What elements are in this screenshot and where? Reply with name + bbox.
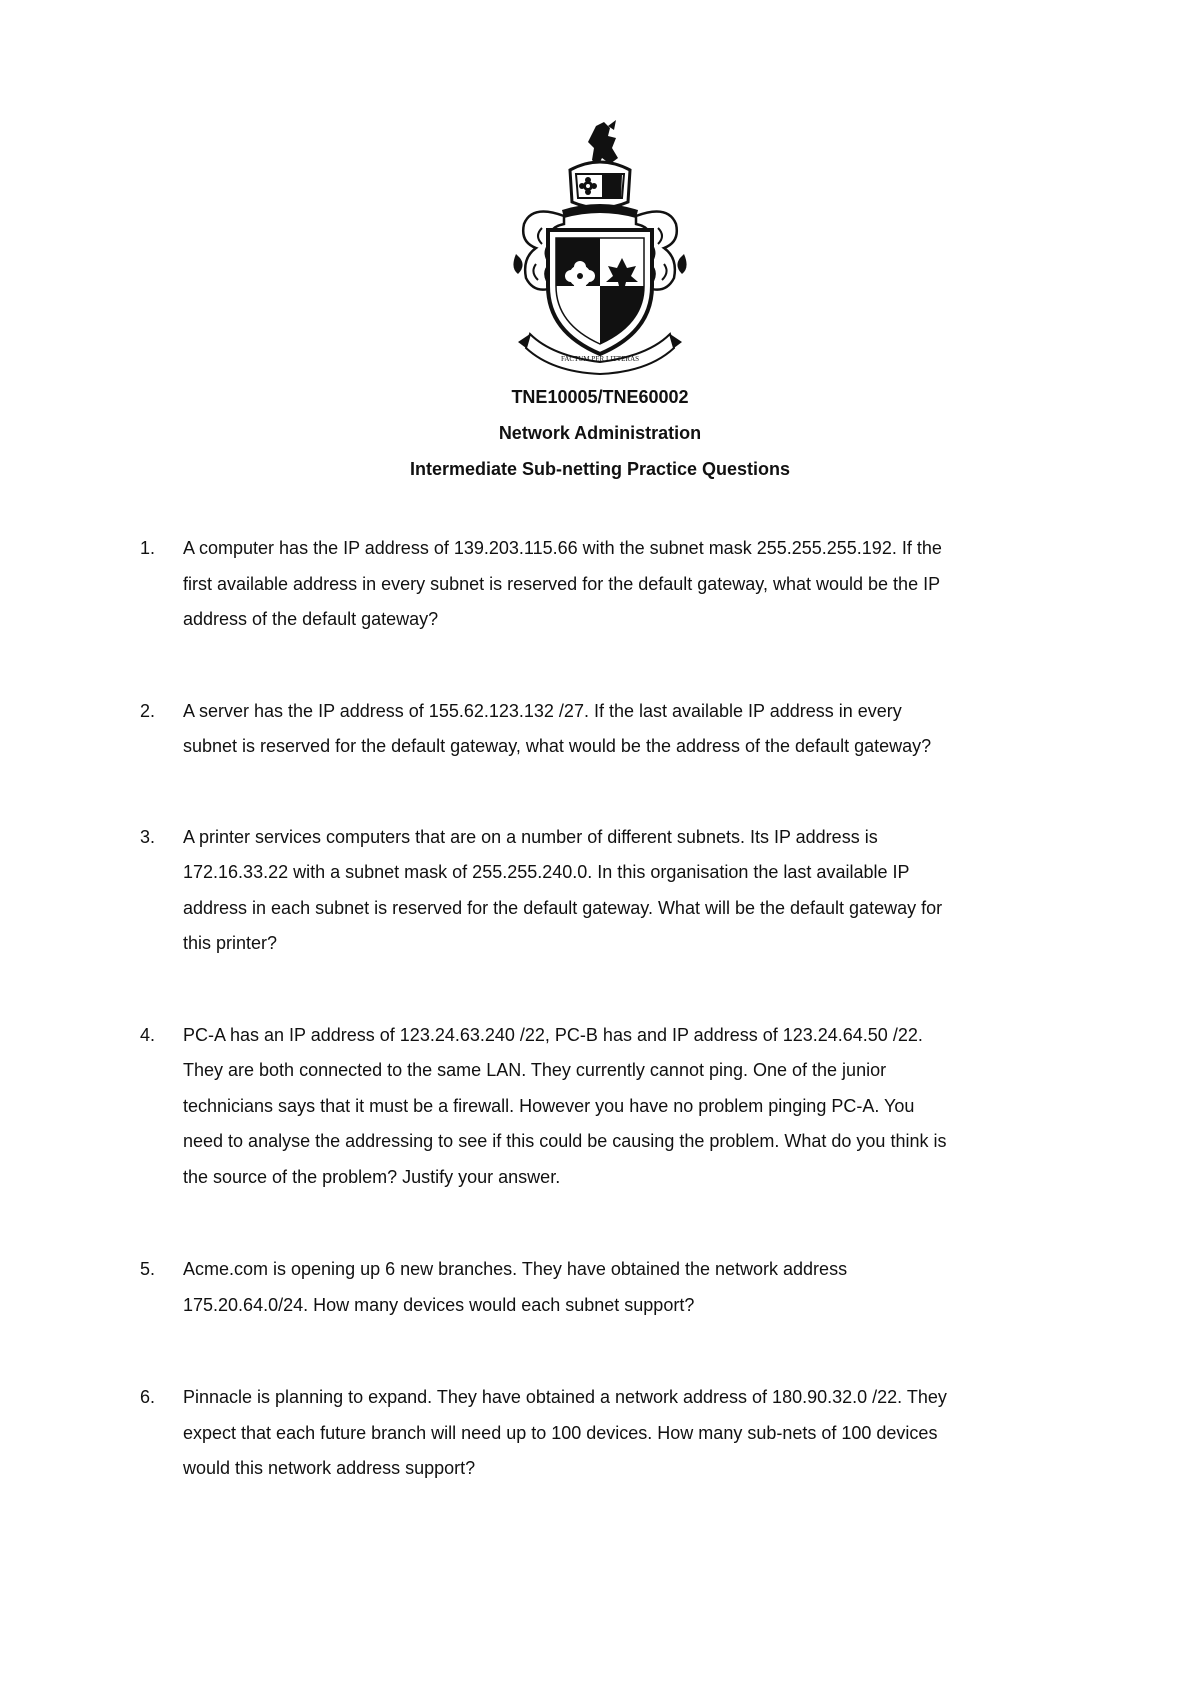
question-line: the source of the problem? Justify your answer.	[183, 1166, 561, 1187]
course-name: Network Administration	[498, 423, 702, 443]
question-line: 175.20.64.0/24. How many devices would each subnet support?	[183, 1294, 695, 1315]
question-4	[140, 1018, 1060, 1196]
question-line: They are both connected to the same LAN. They currently cannot ping. One of the junior	[183, 1060, 887, 1080]
question-line: would this network address support?	[183, 1458, 476, 1478]
question-line: expect that each future branch will need up to 100 devices. How many sub-nets of 100 devices	[183, 1422, 938, 1443]
question-number: 6.	[140, 1387, 156, 1407]
crest-motto: FACTUM PER LITTERAS	[560, 355, 640, 363]
question-number: 1.	[140, 538, 156, 558]
question-number: 2.	[140, 700, 156, 721]
question-6	[140, 1380, 1060, 1487]
question-line: subnet is reserved for the default gateway, what would be the address of the default gateway?	[183, 736, 932, 756]
question-line: Acme.com is opening up 6 new branches. They have obtained the network address	[183, 1259, 848, 1279]
questions-list	[140, 531, 1060, 1487]
question-1	[140, 531, 1060, 638]
question-line: need to analyse the addressing to see if this could be causing the problem. What do you think is	[183, 1131, 947, 1151]
course-code: TNE10005/TNE60002	[511, 387, 689, 407]
question-line: A computer has the IP address of 139.203.115.66 with the subnet mask 255.255.255.192. If the	[183, 538, 942, 558]
question-number: 3.	[140, 826, 156, 847]
question-line: 172.16.33.22 with a subnet mask of 255.255.240.0. In this organisation the last available IP	[183, 862, 910, 882]
question-line: first available address in every subnet is reserved for the default gateway, what would be the IP	[183, 573, 941, 594]
question-line: A printer services computers that are on a number of different subnets. Its IP address is	[183, 826, 878, 847]
question-5	[140, 1252, 1060, 1323]
question-line: A server has the IP address of 155.62.123.132 /27. If the last available IP address in every	[183, 700, 902, 721]
question-line: address in each subnet is reserved for the default gateway. What will be the default gateway for	[183, 897, 943, 918]
question-line: this printer?	[183, 933, 278, 953]
question-line: technicians says that it must be a firewall. However you have no problem pinging PC-A. You	[183, 1095, 915, 1116]
question-2	[140, 694, 1060, 765]
question-line: address of the default gateway?	[183, 609, 439, 629]
question-line: PC-A has an IP address of 123.24.63.240 /22, PC-B has and IP address of 123.24.64.50 /22.	[183, 1024, 923, 1045]
question-number: 4.	[140, 1024, 156, 1045]
question-line: Pinnacle is planning to expand. They have obtained a network address of 180.90.32.0 /22. They	[183, 1387, 947, 1407]
university-crest-logo	[512, 118, 688, 376]
question-number: 5.	[140, 1259, 156, 1279]
question-3	[140, 820, 1060, 962]
document-title: Intermediate Sub-netting Practice Questions	[409, 459, 791, 479]
